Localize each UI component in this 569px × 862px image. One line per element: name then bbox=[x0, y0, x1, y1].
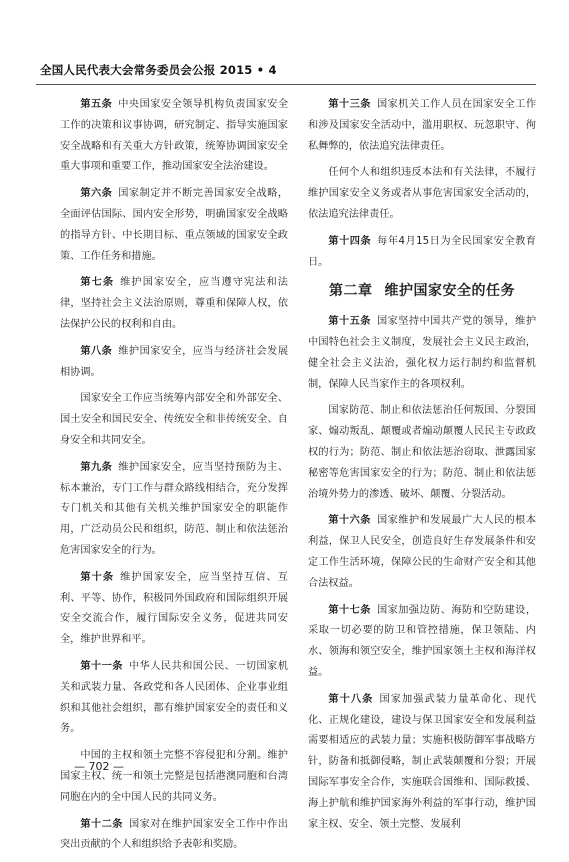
article-paragraph bbox=[60, 184, 288, 267]
article-text: 国家防范、制止和依法惩治任何叛国、分裂国家、煽动叛乱、颠覆或者煽动颠覆人民民主专政政权的行为；防范、制止和依法惩治窃取、泄露国家秘密等危害国家安全的行为；防范、制止和依法惩治境外势力的渗透、破坏、颠覆、分裂活动。 bbox=[308, 405, 536, 500]
article-paragraph bbox=[60, 746, 288, 808]
article-paragraph bbox=[60, 273, 288, 335]
article-paragraph bbox=[60, 95, 288, 178]
article-number: 第九条 bbox=[80, 461, 113, 473]
article-text: 维护国家安全，应当坚持预防为主、标本兼治，专门工作与群众路线相结合，充分发挥专门机关和其他有关机关维护国家安全的职能作用，广泛动员公民和组织，防范、制止和依法惩治危害国家安全的行为。 bbox=[60, 461, 289, 556]
article-paragraph bbox=[60, 815, 288, 857]
article-paragraph bbox=[60, 657, 288, 740]
article-text: 每年4月15日为全民国家安全教育日。 bbox=[308, 235, 536, 268]
left-column bbox=[60, 95, 288, 862]
chapter-number: 第二章 bbox=[329, 283, 373, 300]
article-paragraph bbox=[308, 511, 536, 594]
article-paragraph bbox=[308, 312, 536, 395]
article-number: 第十三条 bbox=[328, 99, 371, 110]
article-text: 国家制定并不断完善国家安全战略，全面评估国际、国内安全形势，明确国家安全战略的指导方针、中长期目标、重点领域的国家安全政策、工作任务和措施。 bbox=[60, 188, 289, 262]
article-paragraph bbox=[60, 389, 288, 451]
article-number: 第十五条 bbox=[328, 316, 371, 328]
article-text: 中华人民共和国公民、一切国家机关和武装力量、各政党和各人民团体、企业事业组织和其他社会组织，都有维护国家安全的责任和义务。 bbox=[60, 660, 289, 735]
article-number: 第十八条 bbox=[328, 693, 374, 705]
article-number: 第十二条 bbox=[80, 818, 123, 830]
article-number: 第八条 bbox=[80, 345, 113, 357]
article-text: 国家维护和发展最广大人民的根本利益，保卫人民安全，创造良好生存发展条件和安定工作生活环境，保障公民的生命财产安全和其他合法权益。 bbox=[308, 515, 537, 589]
article-number: 第十一条 bbox=[80, 660, 123, 672]
article-number: 第十六条 bbox=[328, 515, 371, 527]
article-text: 国家机关工作人员在国家安全工作和涉及国家安全活动中，滥用职权、玩忽职守、徇私舞弊的，依法追究法律责任。 bbox=[308, 99, 537, 152]
article-number: 第十四条 bbox=[328, 235, 372, 247]
article-text: 中国的主权和领土完整不容侵犯和分割。维护国家主权、统一和领土完整是包括港澳同胞和台湾同胞在内的全中国人民的共同义务。 bbox=[60, 750, 288, 803]
page-number: — 702 — bbox=[74, 760, 124, 773]
article-text: 国家加强武装力量革命化、现代化、正规化建设，建设与保卫国家安全和发展利益需要相适应的武装力量；实施积极防御军事战略方针，防备和抵御侵略，制止武装颠覆和分裂；开展国际军事安全合作，实施联合国维和、国际救援、海上护航和维护国家海外利益的军事行动，维护国家主权、安全、领土完整、发展利 bbox=[308, 693, 537, 830]
article-number: 第十七条 bbox=[328, 604, 371, 616]
header-rule bbox=[36, 84, 536, 85]
article-paragraph bbox=[308, 95, 536, 157]
article-paragraph bbox=[308, 690, 536, 836]
article-paragraph bbox=[60, 568, 288, 651]
article-paragraph bbox=[60, 342, 288, 384]
article-text: 维护国家安全，应当坚持互信、互利、平等、协作，积极同外国政府和国际组织开展安全交流合作，履行国际安全义务，促进共同安全，维护世界和平。 bbox=[60, 571, 288, 646]
article-number: 第七条 bbox=[80, 277, 115, 289]
article-text: 任何个人和组织违反本法和有关法律，不履行维护国家安全义务或者从事危害国家安全活动的，依法追究法律责任。 bbox=[308, 167, 536, 220]
chapter-title: 维护国家安全的任务 bbox=[384, 283, 515, 300]
article-text: 国家坚持中国共产党的领导，维护中国特色社会主义制度，发展社会主义民主政治，健全社会主义法治，强化权力运行制约和监督机制，保障人民当家作主的各项权利。 bbox=[308, 316, 537, 390]
article-paragraph bbox=[60, 458, 288, 562]
page-header: 全国人民代表大会常务委员会公报 2015 • 4 bbox=[40, 63, 277, 77]
article-text: 维护国家安全，应当与经济社会发展相协调。 bbox=[60, 345, 289, 378]
article-number: 第六条 bbox=[80, 188, 113, 200]
article-text: 维护国家安全，应当遵守宪法和法律，坚持社会主义法治原则，尊重和保障人权，依法保护公民的权利和自由。 bbox=[60, 277, 288, 330]
right-column bbox=[308, 95, 536, 841]
article-paragraph bbox=[308, 401, 536, 505]
article-text: 国家加强边防、海防和空防建设，采取一切必要的防卫和管控措施，保卫领陆、内水、领海和领空安全，维护国家领土主权和海洋权益。 bbox=[308, 604, 537, 678]
article-text: 国家安全工作应当统筹内部安全和外部安全、国土安全和国民安全、传统安全和非传统安全、自身安全和共同安全。 bbox=[60, 393, 288, 446]
article-paragraph bbox=[308, 232, 536, 274]
article-text: 国家对在维护国家安全工作中作出突出贡献的个人和组织给予表彰和奖励。 bbox=[60, 818, 289, 851]
article-number: 第十条 bbox=[80, 571, 115, 583]
article-text: 中央国家安全领导机构负责国家安全工作的决策和议事协调，研究制定、指导实施国家安全战略和有关重大方针政策，统筹协调国家安全重大事项和重要工作，推动国家安全法治建设。 bbox=[60, 99, 289, 173]
article-paragraph bbox=[308, 163, 536, 225]
article-paragraph bbox=[308, 601, 536, 684]
article-number: 第五条 bbox=[80, 99, 113, 110]
chapter-heading bbox=[308, 281, 536, 302]
